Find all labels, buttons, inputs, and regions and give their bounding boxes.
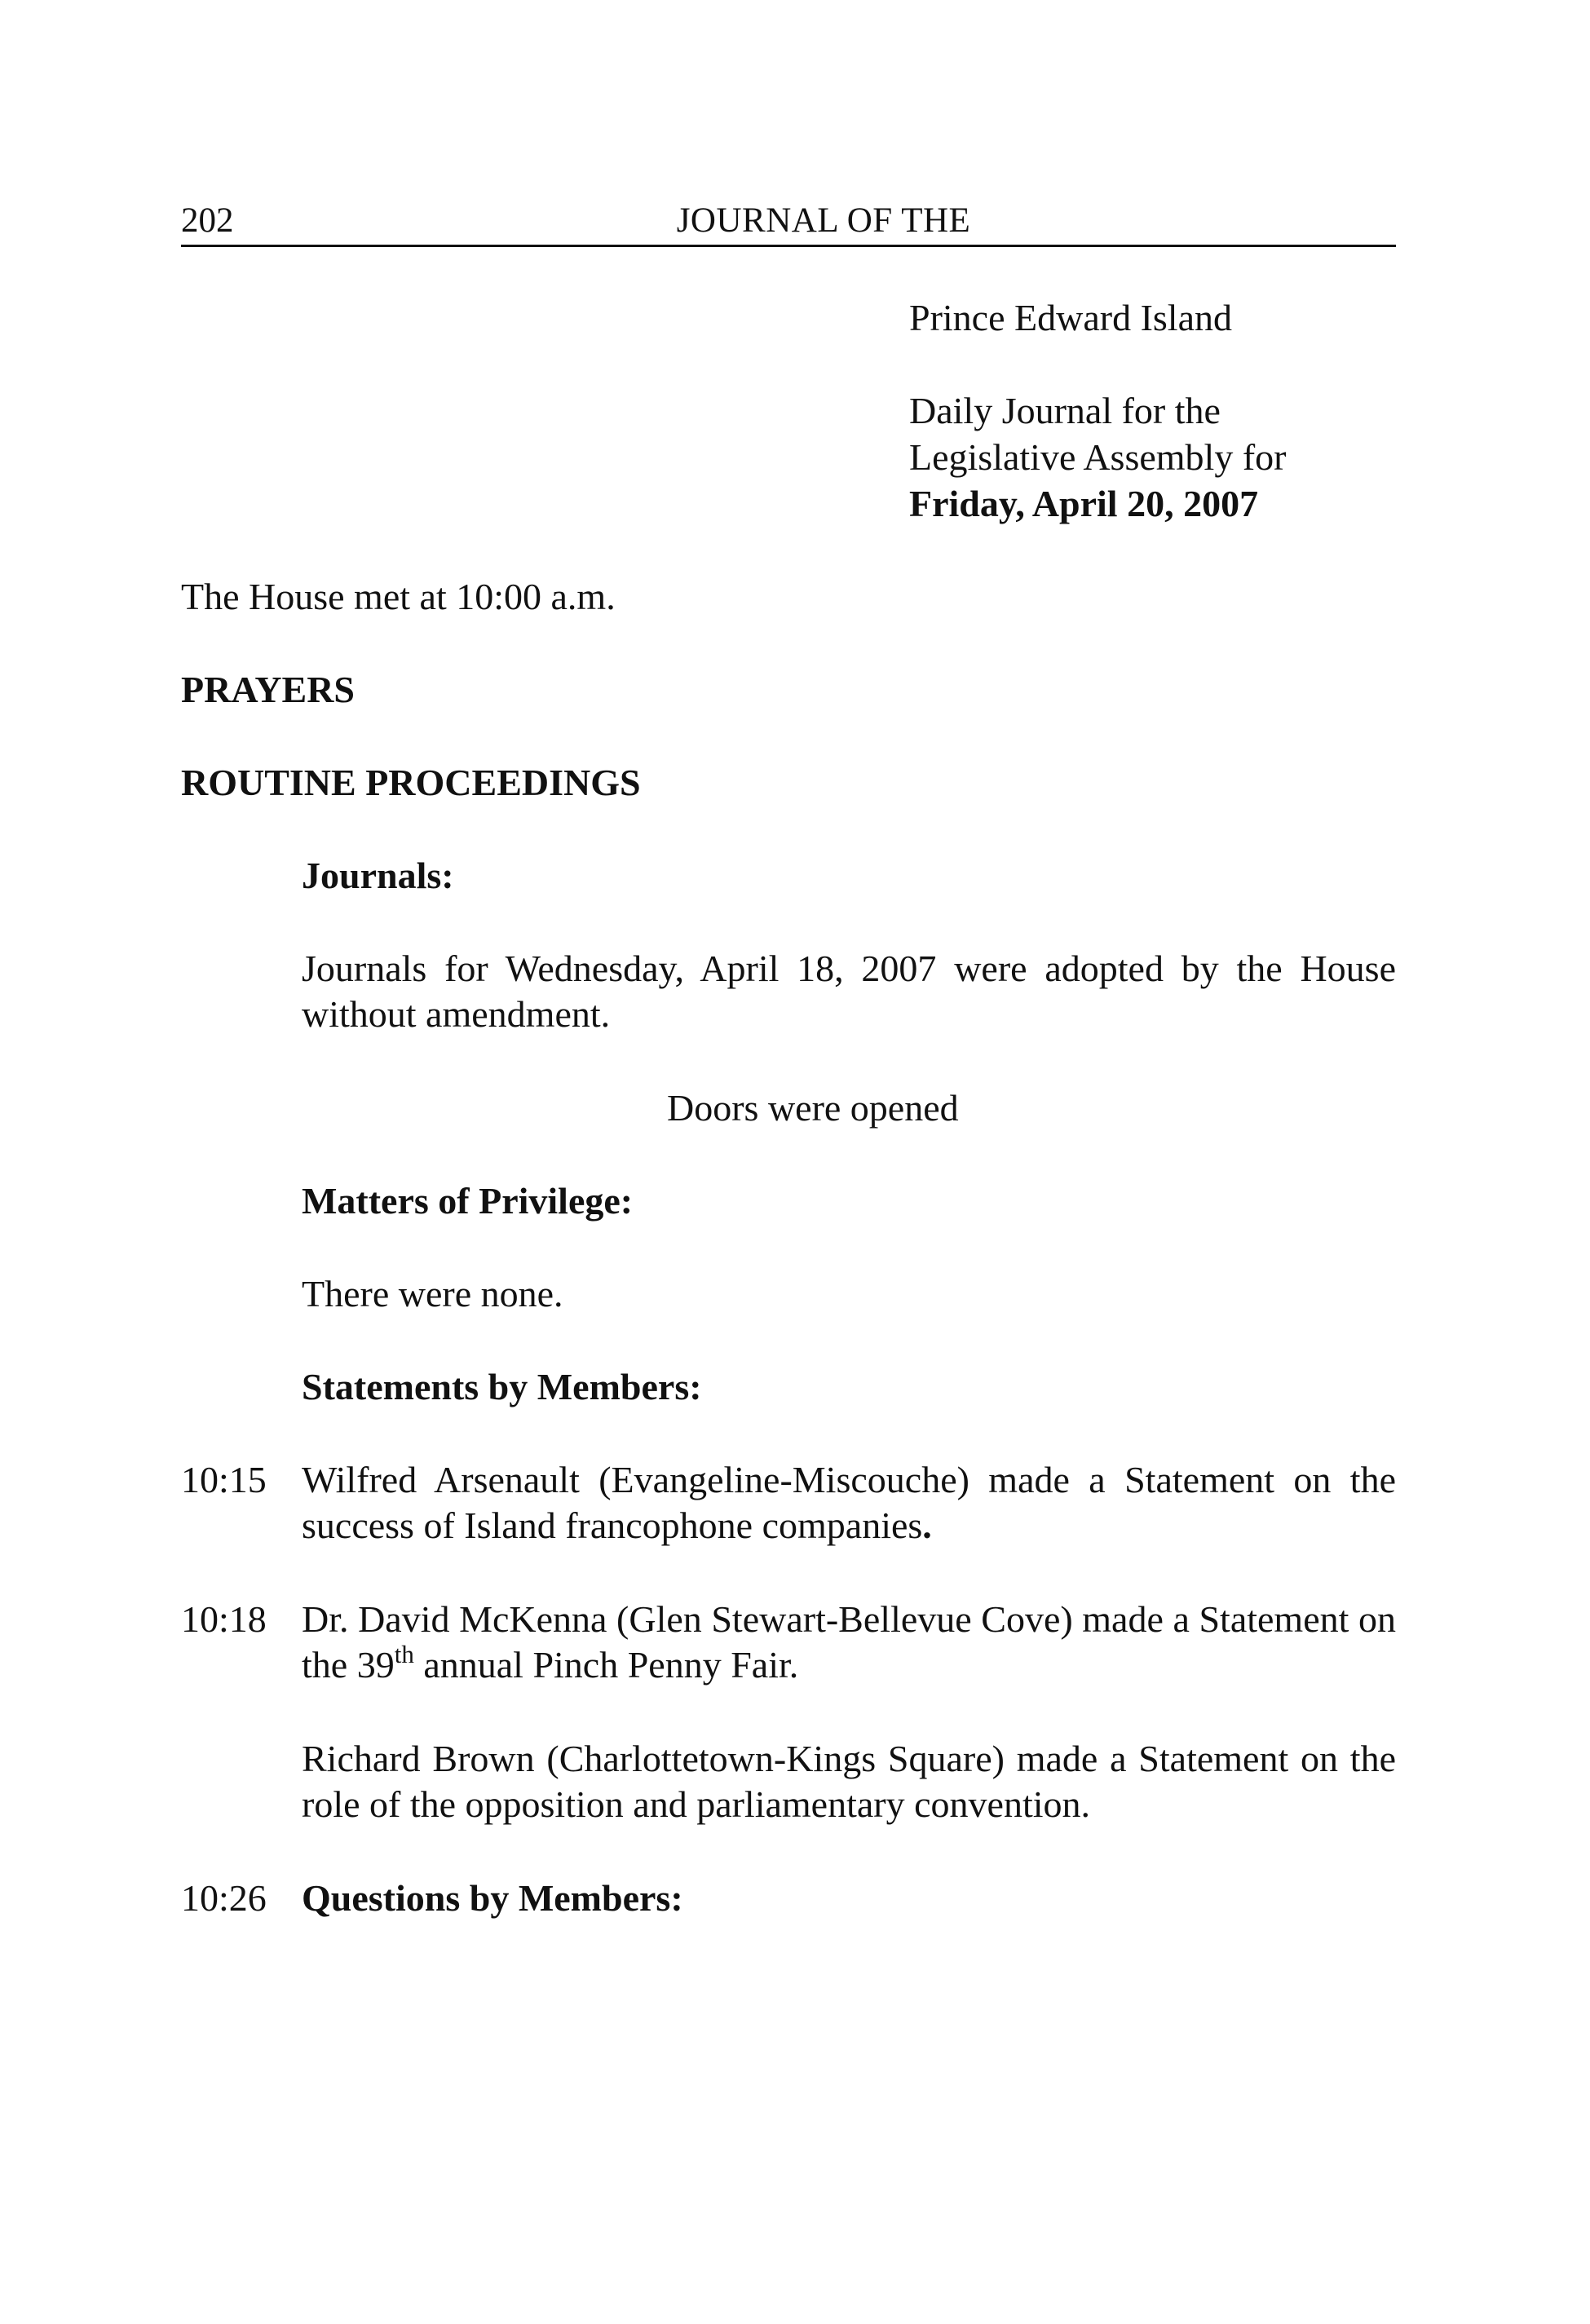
doors-opened-note: Doors were opened bbox=[667, 1087, 959, 1129]
statement-body-start: Dr. David McKenna (Glen Stewart-Bellevue Cove) made a Statement on the 39 bbox=[302, 1598, 1396, 1686]
masthead-province: Prince Edward Island bbox=[909, 297, 1232, 338]
page-number: 202 bbox=[181, 201, 234, 240]
statements-heading: Statements by Members: bbox=[302, 1366, 702, 1407]
statement-text bbox=[302, 1457, 1396, 1549]
prayers-heading: PRAYERS bbox=[181, 669, 356, 710]
privilege-text: There were none. bbox=[302, 1273, 563, 1314]
journals-heading: Journals: bbox=[302, 855, 454, 896]
masthead-line1: Daily Journal for the bbox=[909, 390, 1221, 431]
masthead-date: Friday, April 20, 2007 bbox=[909, 483, 1259, 524]
routine-proceedings-heading: ROUTINE PROCEEDINGS bbox=[181, 762, 641, 803]
statement-body-end: annual Pinch Penny Fair. bbox=[413, 1644, 799, 1686]
masthead-line2: Legislative Assembly for bbox=[909, 436, 1287, 478]
running-title: JOURNAL OF THE bbox=[676, 201, 971, 240]
privilege-heading: Matters of Privilege: bbox=[302, 1180, 634, 1222]
statement-text: Richard Brown (Charlottetown-Kings Square) made a Statement on the role of the opposition and parliamentary convention. bbox=[302, 1738, 1396, 1825]
statement-body: Wilfred Arsenault (Evangeline-Miscouche) made a Statement on the success of Island francophone companies bbox=[302, 1459, 1396, 1546]
statement-time: 10:18 bbox=[181, 1598, 267, 1640]
header-rule bbox=[181, 245, 1396, 247]
ordinal-superscript: th bbox=[394, 1640, 414, 1668]
opening-line: The House met at 10:00 a.m. bbox=[181, 576, 616, 617]
journals-text: Journals for Wednesday, April 18, 2007 were adopted by the House without amendment. bbox=[302, 948, 1396, 1035]
statement-text bbox=[302, 1597, 1396, 1688]
questions-heading: Questions by Members: bbox=[302, 1877, 683, 1919]
questions-time: 10:26 bbox=[181, 1877, 267, 1919]
statement-time: 10:15 bbox=[181, 1459, 267, 1500]
statement-end-period: . bbox=[922, 1504, 932, 1546]
